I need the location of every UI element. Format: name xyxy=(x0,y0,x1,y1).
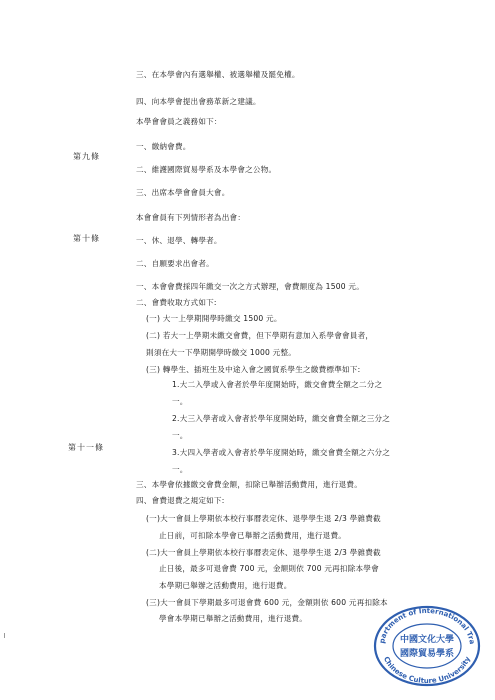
text-line: 三、本學會依據繳交會費金額，扣除已舉辦活動費用，進行退費。 xyxy=(136,480,363,489)
text-line: 三、在本學會內有選舉權、被選舉權及罷免權。 xyxy=(136,70,300,79)
text-line: 2.大三入學者或入會者於學年度開始時，繳交會費全額之三分之 xyxy=(172,414,391,423)
text-line: 止日前，可扣除本學會已舉辦之活動費用，進行退費。 xyxy=(159,531,347,540)
text-line: 四、向本學會提出會務革新之建議。 xyxy=(136,97,261,106)
article-10-label: 第十條 xyxy=(73,234,100,243)
text-line: 二、會費收取方式如下: xyxy=(136,298,217,307)
text-line: 二、維護國際貿易學系及本學會之公物。 xyxy=(136,165,277,174)
text-line: (一)大一會員上學期依本校行事曆表定休、退學學生退 2/3 學雜費截 xyxy=(146,514,381,523)
text-line: 四、會費退費之規定如下: xyxy=(136,496,225,505)
text-line: 一、休、退學、轉學者。 xyxy=(136,236,222,245)
text-line: 則須在大一下學期開學時繳交 1000 元整。 xyxy=(146,348,297,357)
department-seal xyxy=(372,604,482,688)
text-line: (二) 若大一上學期未繳交會費，但下學期有意加入系學會會員者， xyxy=(146,331,374,340)
text-line: 一、繳納會費。 xyxy=(136,142,191,151)
text-line: (三)大一會員下學期最多可退會費 600 元，金額則依 600 元再扣除本 xyxy=(146,598,388,607)
text-line: 一。 xyxy=(172,431,188,440)
seal-top-text: partment of International Tra xyxy=(378,606,476,645)
text-line: 1.大二入學或入會者於學年度開始時，繳交會費全額之二分之 xyxy=(172,380,383,389)
text-line: 3.大四入學者或入會者於學年度開始時，繳交會費全額之六分之 xyxy=(172,448,391,457)
text-line: (一) 大一上學期開學時繳交 1500 元。 xyxy=(146,314,282,323)
text-line: 學會本學期已舉辦之活動費用，進行退費。 xyxy=(159,614,308,623)
text-line: 一、本會會費採四年繳交一次之方式辦理，會費額度為 1500 元。 xyxy=(136,282,364,291)
seal-icon xyxy=(372,604,482,688)
text-line: (三) 轉學生、插班生及中途入會之國貿系學生之繳費標準如下: xyxy=(146,365,361,374)
text-line: 一。 xyxy=(172,397,188,406)
seal-center-text: 中國文化大學 xyxy=(399,635,455,645)
article-11-label: 第十一條 xyxy=(68,443,104,452)
text-line: 本會會員有下列情形者為出會： xyxy=(136,213,246,222)
text-line: 三、出席本學會會員大會。 xyxy=(136,188,230,197)
text-line: 二、自願要求出會者。 xyxy=(136,259,214,268)
seal-dept-text: 國際貿易學系 xyxy=(399,649,455,659)
text-line: 本學會會員之義務如下： xyxy=(136,117,222,126)
svg-text:Chinese Culture University xyxy=(382,655,472,685)
text-line: 止日後，最多可退會費 700 元，金額則依 700 元再扣除本學會 xyxy=(159,564,379,573)
seal-bottom-text: Chinese Culture University xyxy=(381,655,473,686)
text-line: (二)大一會員上學期依本校行事曆表定休、退學學生退 2/3 學雜費截 xyxy=(146,548,381,557)
article-9-label: 第九條 xyxy=(73,152,100,161)
text-line: 一。 xyxy=(172,465,188,474)
text-line: 本學期已舉辦之活動費用，進行退費。 xyxy=(159,581,292,590)
scan-mark xyxy=(4,633,9,638)
